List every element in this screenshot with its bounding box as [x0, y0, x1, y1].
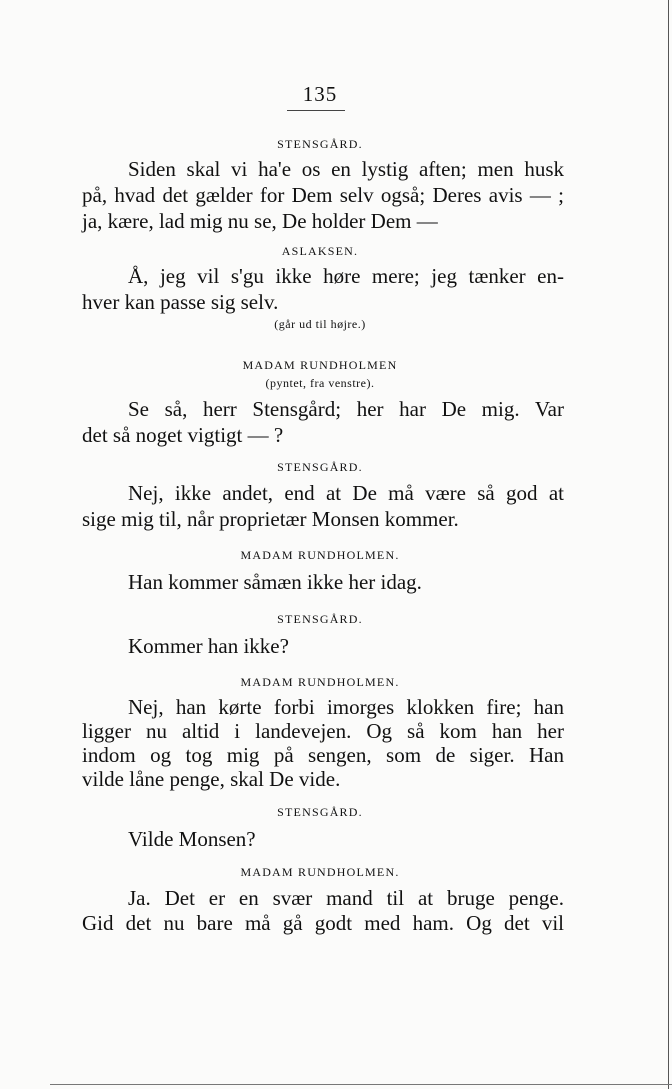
- dialogue-line: Å, jeg vil s'gu ikke høre mere; jeg tænker en-: [128, 264, 564, 288]
- speaker-name: STENSGÅRD.: [277, 137, 363, 151]
- dialogue-line: Vilde Monsen?: [128, 827, 256, 851]
- dialogue-line: vilde låne penge, skal De vide.: [82, 767, 341, 791]
- scan-edge-bottom: [50, 1084, 672, 1085]
- speaker-name: STENSGÅRD.: [277, 805, 363, 819]
- speaker-name: MADAM RUNDHOLMEN: [242, 358, 398, 372]
- dialogue-line: Ja. Det er en svær mand til at bruge penge.: [128, 886, 564, 910]
- dialogue-line: sige mig til, når proprietær Monsen kommer.: [82, 507, 459, 531]
- dialogue-line: Se så, herr Stensgård; her har De mig. Var: [128, 397, 564, 421]
- scan-edge-right: [668, 0, 669, 1089]
- speaker-name: ASLAKSEN.: [281, 244, 359, 258]
- dialogue-line: Nej, ikke andet, end at De må være så god at: [128, 481, 564, 505]
- page-number-rule: [287, 110, 345, 111]
- page-number: 135: [302, 82, 338, 106]
- stage-direction: (går ud til højre.): [274, 317, 366, 331]
- dialogue-line: det så noget vigtigt — ?: [82, 423, 284, 447]
- stage-direction: (pyntet, fra venstre).: [265, 376, 375, 390]
- speaker-name: STENSGÅRD.: [277, 460, 363, 474]
- dialogue-line: hver kan passe sig selv.: [82, 290, 279, 314]
- dialogue-line: på, hvad det gælder for Dem selv også; Deres avis — ;: [82, 183, 564, 207]
- dialogue-line: ligger nu altid i landevejen. Og så kom han her: [82, 719, 564, 743]
- dialogue-line: Nej, han kørte forbi imorges klokken fire; han: [128, 695, 564, 719]
- dialogue-line: Han kommer såmæn ikke her idag.: [128, 570, 422, 594]
- speaker-name: MADAM RUNDHOLMEN.: [240, 675, 400, 689]
- dialogue-line: ja, kære, lad mig nu se, De holder Dem —: [82, 209, 438, 233]
- speaker-name: MADAM RUNDHOLMEN.: [240, 548, 400, 562]
- dialogue-line: Kommer han ikke?: [128, 634, 289, 658]
- speaker-name: MADAM RUNDHOLMEN.: [240, 865, 400, 879]
- dialogue-line: Siden skal vi ha'e os en lystig aften; men husk: [128, 157, 564, 181]
- dialogue-line: indom og tog mig på sengen, som de siger. Han: [82, 743, 564, 767]
- speaker-name: STENSGÅRD.: [277, 612, 363, 626]
- dialogue-line: Gid det nu bare må gå godt med ham. Og det vil: [82, 911, 564, 935]
